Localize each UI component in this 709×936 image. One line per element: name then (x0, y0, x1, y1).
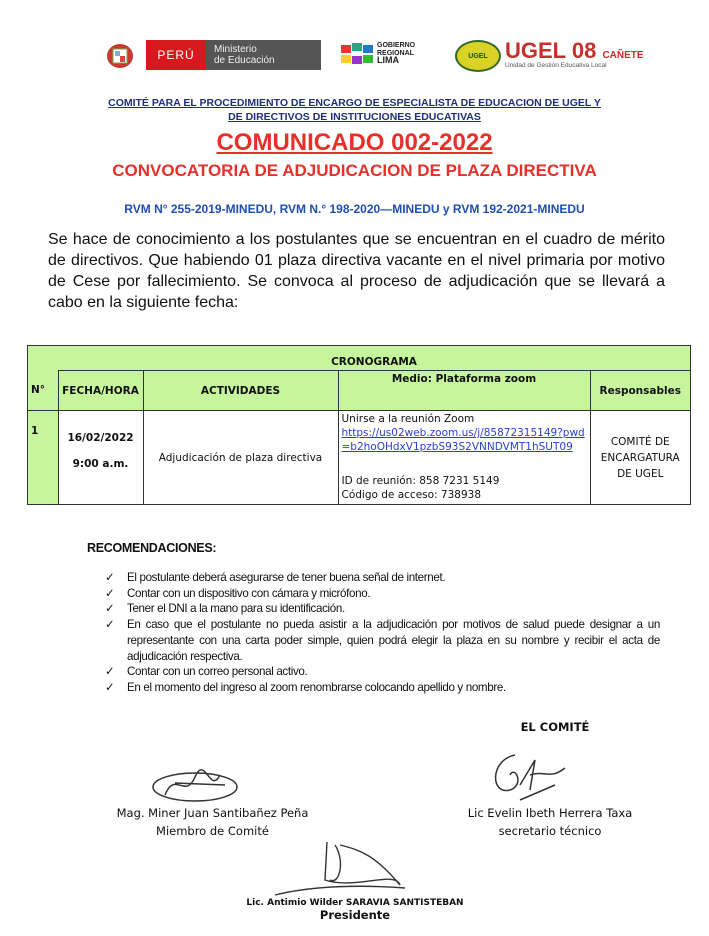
cronograma-table (27, 345, 691, 505)
educacion-label: de Educación (214, 55, 275, 66)
rvm-references: RVM N° 255-2019-MINEDU, RVM N.° 198-2020—MINEDU y RVM 192-2021-MINEDU (124, 202, 585, 216)
cronograma-title: CRONOGRAMA (58, 346, 691, 371)
item-text: Contar con un dispositivo con cámara y micrófono. (127, 586, 371, 600)
item-text: En caso que el postulante no pueda asistir a la adjudicación por motivos de salud puede designar a un representante con una carta poder simple, quien podrá elegir la plaza en su nombre y recibir el acta de adjudicación respectiva. (127, 618, 660, 663)
recommendations-list (105, 570, 660, 696)
committee-signature-heading: EL COMITÉ (520, 720, 590, 734)
list-item (105, 570, 660, 586)
access-code: Código de acceso: 738938 (341, 489, 482, 501)
ugel-subtitle: Unidad de Gestión Educativa Local (505, 62, 607, 69)
row-responsible: COMITÉ DE ENCARGATURA DE UGEL (590, 411, 691, 505)
member-name: Mag. Miner Juan Santibañez Peña (116, 806, 309, 820)
gobierno-regional-lima-logo (340, 42, 430, 68)
table-row (28, 411, 691, 505)
ugel-seal: UGEL (455, 40, 501, 72)
gobierno-emblem-icon (340, 42, 374, 66)
gobierno-label: GOBIERNO (377, 42, 416, 49)
check-icon: ✓ (105, 680, 115, 694)
minedu-logo (146, 40, 321, 70)
peru-coat-of-arms-logo (100, 40, 140, 72)
peru-label: PERÚ (146, 40, 206, 70)
header-actividades: ACTIVIDADES (143, 371, 338, 411)
member-role: Miembro de Comité (156, 824, 269, 838)
ugel-label: UGEL 08 (505, 38, 597, 63)
check-icon: ✓ (105, 602, 115, 616)
secretary-signature (485, 750, 575, 805)
header-fecha-hora: FECHA/HORA (58, 371, 143, 411)
list-item (105, 617, 660, 664)
zoom-link[interactable]: https://us02web.zoom.us/j/85872315149?pwd=b2hoOHdxV1pzbS93S2VNNDVMT1hSUT09 (341, 427, 585, 453)
list-item (105, 586, 660, 602)
item-text: El postulante deberá asegurarse de tener buena señal de internet. (127, 571, 446, 584)
row-activity: Adjudicación de plaza directiva (143, 411, 338, 505)
secretary-name: Lic Evelin Ibeth Herrera Taxa (467, 806, 633, 820)
member-signature (145, 765, 245, 810)
committee-line-2: DE DIRECTIVOS DE INSTITUCIONES EDUCATIVAS (228, 111, 481, 123)
zoom-label: Unirse a la reunión Zoom (341, 413, 475, 425)
regional-label: REGIONAL (377, 49, 414, 57)
list-item (105, 601, 660, 617)
row-time: 9:00 a.m. (72, 458, 129, 470)
committee-heading (0, 96, 709, 124)
header-responsables: Responsables (590, 371, 691, 411)
check-icon: ✓ (105, 618, 115, 632)
check-icon: ✓ (105, 586, 115, 600)
document-title: COMUNICADO 002-2022 (216, 129, 493, 156)
meeting-id: ID de reunión: 858 7231 5149 (341, 475, 500, 487)
check-icon: ✓ (105, 665, 115, 679)
row-n: 1 (28, 411, 59, 505)
president-role: Presidente (319, 908, 391, 922)
committee-line-1: COMITÉ PARA EL PROCEDIMIENTO DE ENCARGO DE ESPECIALISTA DE EDUCACION DE UGEL Y (108, 97, 601, 109)
recommendations-title: RECOMENDACIONES: (87, 541, 217, 555)
item-text: En el momento del ingreso al zoom renombrarse colocando apellido y nombre. (127, 680, 506, 694)
president-signature (265, 840, 425, 900)
list-item (105, 680, 660, 696)
president-name: Lic. Antimio Wilder SARAVIA SANTISTEBAN (246, 898, 464, 908)
ministerio-label: Ministerio (214, 44, 257, 55)
ugel08-logo (455, 38, 655, 72)
list-item (105, 664, 660, 680)
header-medio: Medio: Plataforma zoom (338, 371, 590, 411)
secretary-role: secretario técnico (498, 824, 602, 838)
row-date: 16/02/2022 (67, 432, 134, 444)
ugel-city-label: CAÑETE (602, 50, 644, 61)
item-text: Contar con un correo personal activo. (127, 665, 308, 679)
check-icon: ✓ (105, 571, 115, 584)
lima-label: LIMA (377, 55, 399, 65)
intro-paragraph: Se hace de conocimiento a los postulantes que se encuentran en el cuadro de mérito de directivos. Que habiendo 01 plaza directiva vacante en el nivel primaria por motivo de Cese por fallecimiento. Se convoca al proceso de adjudicación que se llevará a cabo en la siguiente fecha: (48, 231, 665, 311)
header-n: N° (28, 371, 59, 411)
document-subtitle: CONVOCATORIA DE ADJUDICACION DE PLAZA DIRECTIVA (112, 161, 597, 180)
item-text: Tener el DNI a la mano para su identificación. (127, 602, 345, 616)
